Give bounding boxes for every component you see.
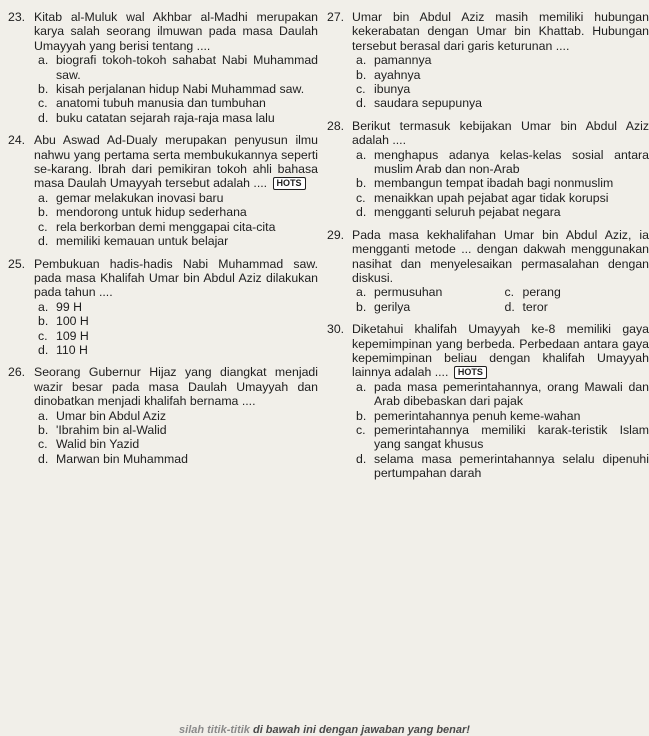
option-letter: b. [356, 68, 366, 82]
question-26 [0, 365, 318, 466]
option-text: mendorong untuk hidup sederhana [56, 205, 247, 219]
option-text: gerilya [374, 300, 410, 314]
option-letter: c. [38, 96, 48, 110]
option-text: ayahnya [374, 68, 421, 82]
option-letter: a. [356, 380, 366, 394]
option-text: anatomi tubuh manusia dan tumbuhan [56, 96, 266, 110]
option-text: 110 H [56, 343, 88, 357]
option-letter: d. [505, 300, 515, 314]
option-d[interactable] [34, 452, 318, 466]
question-25 [0, 257, 318, 358]
option-text: gemar melakukan inovasi baru [56, 191, 223, 205]
option-b[interactable] [34, 82, 318, 96]
option-letter: c. [505, 285, 515, 299]
option-c[interactable] [34, 96, 318, 110]
option-d[interactable] [352, 205, 649, 219]
option-letter: c. [38, 220, 48, 234]
question-stem: Berikut termasuk kebijakan Umar bin Abdul Aziz adalah .... [352, 119, 649, 148]
option-b[interactable] [34, 314, 318, 328]
question-27 [318, 10, 649, 111]
option-d[interactable] [501, 300, 649, 314]
option-b[interactable] [352, 176, 649, 190]
question-number: 27. [327, 10, 344, 24]
option-c[interactable] [352, 82, 649, 96]
question-number: 23. [8, 10, 25, 24]
option-d[interactable] [34, 343, 318, 357]
options-row [352, 285, 649, 299]
question-30 [318, 322, 649, 480]
option-text: 'Ibrahim bin al-Walid [56, 423, 167, 437]
option-c[interactable] [501, 285, 649, 299]
option-d[interactable] [34, 234, 318, 248]
option-d[interactable] [352, 96, 649, 110]
option-letter: a. [38, 53, 48, 67]
option-c[interactable] [34, 437, 318, 451]
option-d[interactable] [34, 111, 318, 125]
option-c[interactable] [34, 329, 318, 343]
option-letter: d. [38, 343, 48, 357]
option-letter: a. [356, 53, 366, 67]
option-text: membangun tempat ibadah bagi nonmuslim [374, 176, 613, 190]
option-a[interactable] [34, 53, 318, 82]
option-letter: b. [38, 423, 48, 437]
question-number: 30. [327, 322, 344, 336]
option-letter: a. [38, 191, 48, 205]
option-letter: a. [38, 409, 48, 423]
option-letter: a. [356, 148, 366, 162]
option-text: 99 H [56, 300, 82, 314]
option-text: menghapus adanya kelas-kelas sosial antara muslim Arab dan non-Arab [374, 148, 649, 176]
question-stem: Seorang Gubernur Hijaz yang diangkat menjadi wazir besar pada masa Daulah Umayyah dan dinobatkan menjadi khalifah bernama .... [34, 365, 318, 408]
question-23 [0, 10, 318, 125]
option-letter: b. [38, 314, 48, 328]
option-letter: c. [356, 191, 366, 205]
question-number: 24. [8, 133, 25, 147]
footer-text: di bawah ini dengan jawaban yang benar! [250, 724, 470, 736]
option-text: mengganti seluruh pejabat negara [374, 205, 561, 219]
option-letter: d. [356, 452, 366, 466]
option-letter: c. [356, 82, 366, 96]
option-text: pamannya [374, 53, 431, 67]
option-letter: d. [356, 96, 366, 110]
option-b[interactable] [352, 300, 501, 314]
question-stem: Umar bin Abdul Aziz masih memiliki hubungan kekerabatan dengan Umar bin Khattab. Hubungan tersebut berasal dari garis keturunan .... [352, 10, 649, 53]
option-letter: b. [356, 409, 366, 423]
option-a[interactable] [352, 53, 649, 67]
option-text: saudara sepupunya [374, 96, 482, 110]
question-stem: Pada masa kekhalifahan Umar bin Abdul Aziz, ia mengganti metode ... dengan dakwah menggunakan nasihat dan menyelesaikan permasalahan dengan diskusi. [352, 228, 649, 286]
option-text: biografi tokoh-tokoh sahabat Nabi Muhammad saw. [56, 53, 318, 81]
option-text: 100 H [56, 314, 89, 328]
option-a[interactable] [34, 409, 318, 423]
option-letter: d. [38, 234, 48, 248]
option-letter: d. [38, 452, 48, 466]
option-letter: b. [356, 300, 366, 314]
option-letter: d. [38, 111, 48, 125]
option-b[interactable] [34, 205, 318, 219]
option-letter: a. [356, 285, 366, 299]
option-c[interactable] [352, 423, 649, 452]
option-text: ibunya [374, 82, 410, 96]
question-number: 29. [327, 228, 344, 242]
option-letter: c. [356, 423, 366, 437]
option-text: Umar bin Abdul Aziz [56, 409, 166, 423]
option-a[interactable] [352, 380, 649, 409]
option-text: pada masa pemerintahannya, orang Mawali dan Arab dibebaskan dari pajak [374, 380, 649, 408]
question-stem: Pembukuan hadis-hadis Nabi Muhammad saw. pada masa Khalifah Umar bin Abdul Aziz dilakukan pada tahun .... [34, 257, 318, 300]
option-a[interactable] [352, 285, 501, 299]
option-b[interactable] [352, 409, 649, 423]
instruction-footer [0, 724, 649, 736]
hots-badge: HOTS [273, 177, 306, 190]
option-letter: c. [38, 437, 48, 451]
question-28 [318, 119, 649, 220]
question-stem: Kitab al-Muluk wal Akhbar al-Madhi merupakan karya salah seorang ilmuwan pada masa Daulah Umayyah yang berisi tentang .... [34, 10, 318, 53]
question-number: 26. [8, 365, 25, 379]
option-text: pemerintahannya memiliki karak-teristik Islam yang sangat khusus [374, 423, 649, 451]
question-stem: Diketahui khalifah Umayyah ke-8 memiliki gaya kepemimpinan yang berbeda. Perbedaan antara gaya kepemimpinan beliau dengan khalifah Umayyah lainnya adalah .... [352, 322, 649, 379]
option-c[interactable] [352, 191, 649, 205]
option-a[interactable] [34, 300, 318, 314]
option-letter: b. [356, 176, 366, 190]
option-text: rela berkorban demi menggapai cita-cita [56, 220, 275, 234]
option-text: 109 H [56, 329, 89, 343]
option-letter: b. [38, 205, 48, 219]
option-letter: d. [356, 205, 366, 219]
question-29 [318, 228, 649, 314]
option-letter: c. [38, 329, 48, 343]
option-b[interactable] [352, 68, 649, 82]
option-a[interactable] [34, 191, 318, 205]
question-stem: Abu Aswad Ad-Dualy merupakan penyusun ilmu nahwu yang pertama serta membukukannya seperti se-karang. Ibrah dari pemikiran tokoh ahli bahasa masa Daulah Umayyah tersebut adalah .... [34, 133, 318, 190]
option-text: kisah perjalanan hidup Nabi Muhammad saw. [56, 82, 304, 96]
option-text: Marwan bin Muhammad [56, 452, 188, 466]
option-text: pemerintahannya penuh keme-wahan [374, 409, 580, 423]
hots-badge: HOTS [454, 366, 487, 379]
question-24 [0, 133, 318, 248]
options-row [352, 300, 649, 314]
option-a[interactable] [352, 148, 649, 177]
option-text: teror [523, 300, 548, 314]
right-column [318, 10, 649, 481]
footer-lead: silah titik-titik [179, 724, 250, 736]
option-letter: a. [38, 300, 48, 314]
option-c[interactable] [34, 220, 318, 234]
option-text: selama masa pemerintahannya selalu dipenuhi pertumpahan darah [374, 452, 649, 480]
question-number: 28. [327, 119, 344, 133]
option-text: menaikkan upah pejabat agar tidak korupsi [374, 191, 608, 205]
option-text: perang [523, 285, 561, 299]
option-b[interactable] [34, 423, 318, 437]
option-letter: b. [38, 82, 48, 96]
option-d[interactable] [352, 452, 649, 481]
option-text: memiliki kemauan untuk belajar [56, 234, 228, 248]
option-text: buku catatan sejarah raja-raja masa lalu [56, 111, 275, 125]
question-number: 25. [8, 257, 25, 271]
option-text: Walid bin Yazid [56, 437, 139, 451]
left-column [0, 10, 318, 466]
option-text: permusuhan [374, 285, 442, 299]
